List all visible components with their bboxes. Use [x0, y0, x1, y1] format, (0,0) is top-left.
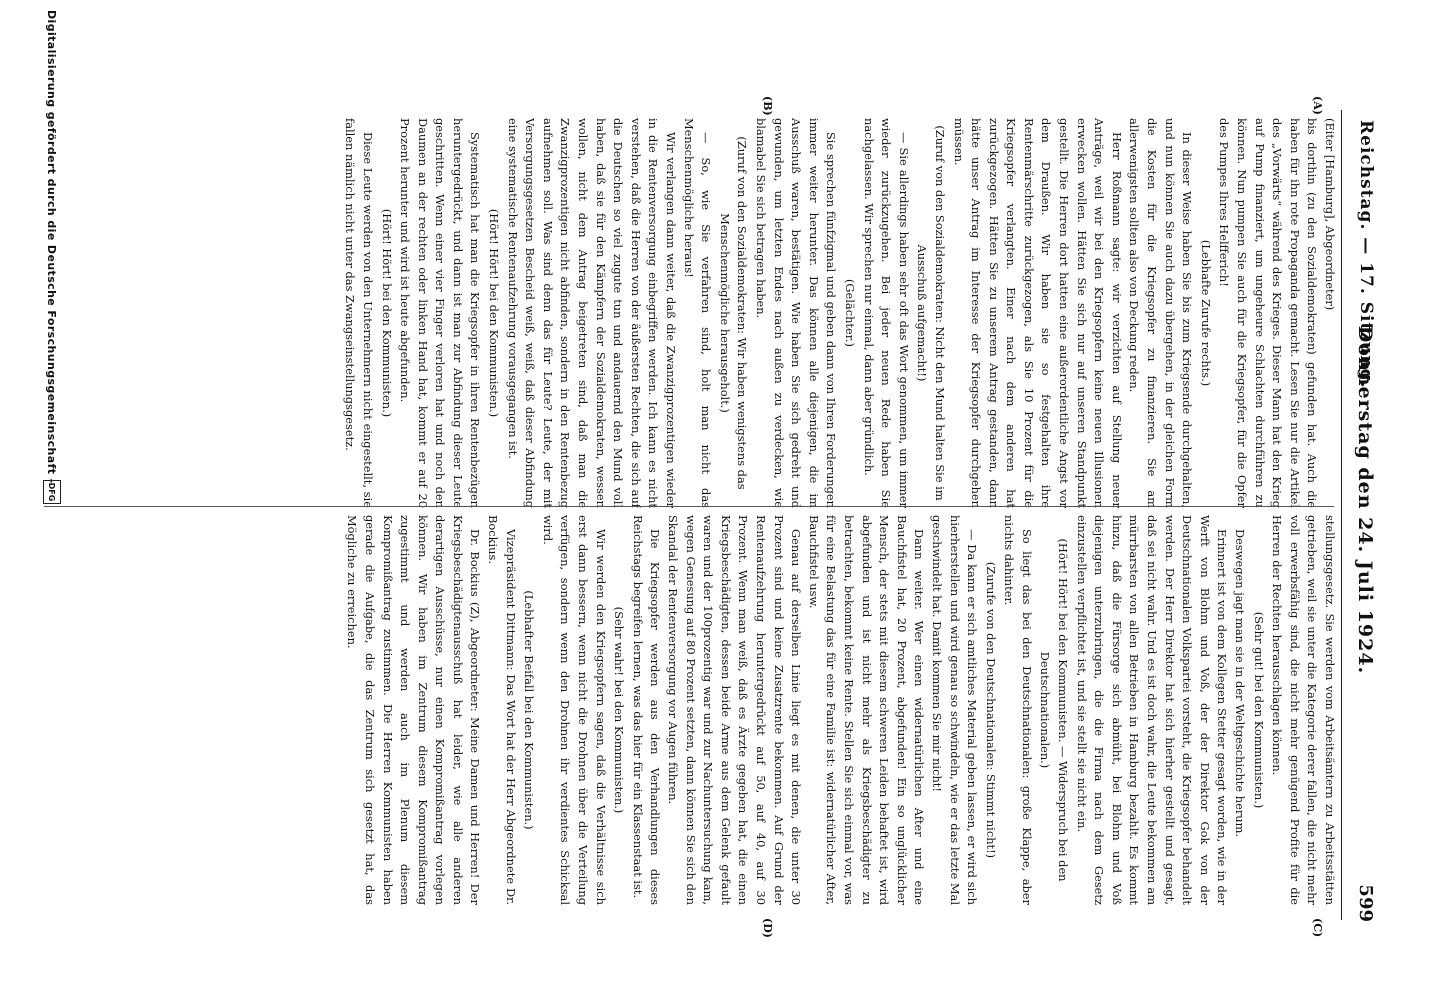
header-date: Donnerstag den 24. Juli 1924. [1354, 325, 1376, 675]
paragraph: — So, wie Sie verfahren sind, holt man nicht das Menschenmögliche heraus! [681, 118, 714, 508]
paragraph: Sie sprechen fünfzigmal und geben dann von Ihren Forderungen immer weiter herunter. Das können alle diejenigen, die im Ausschuß waren, bestätigen. Wie haben Sie sich gedreht und gewunden, um letzten Endes nach außen zu verdecken, wie blamabel Sie sich betragen haben. [754, 118, 839, 508]
interjection: (Zurufe von den Deutschnationalen: Stimmt nicht!) [983, 561, 998, 859]
margin-mark-d: (D) [761, 918, 774, 938]
margin-mark-a: (A) [1311, 96, 1324, 115]
digitization-footer [32, 0, 62, 1000]
paragraph: In dieser Weise haben Sie bis zum Kriegsende durchgehalten, und nun können Sie auch dazu übergehen, in der gleichen Form die Kosten für die Kriegsopfer zu finanzieren. Sie am allerwenigsten sollten also von Deckung reden. [1127, 118, 1195, 508]
margin-mark-c: (C) [1311, 918, 1324, 938]
interjection: (Zuruf von den Sozialdemokraten: Nicht den Mund halten Sie im Ausschuß aufgemacht!) [915, 125, 947, 501]
paragraph: — Da kann er sich amtliches Material geben lassen, er wird sich hierherstellen und wird genau so schwindeln, wie er das letzte Mal geschwindelt hat. Damit kommen Sie mir nicht! [929, 515, 980, 905]
paragraph: bis dorthin (zu den Sozialdemokraten) gefunden hat. Auch die haben für ihn rote Propaganda gemacht. Lesen Sie nur die Artikel des „Vorwärts“ während des Krieges. Dieser Mann hat den Krieg auf Pump finanziert, um ungeheure Schlachten durchführen zu können. Nun pumpen Sie auch für die Kriegsopfer, für die Opfer des Pumpes Ihres Helfferich! [1217, 118, 1320, 508]
paragraph: — Sie allerdings haben sehr oft das Wort genommen, um immer wieder zurückzugehen. Bei jeder neuen Rede haben Sie nachgelassen. Wir sprechen nur einmal, dann aber gründlich. [861, 118, 911, 508]
interjection: (Hört! Hört! bei den Kommunisten.) [487, 208, 502, 418]
interjection: (Sehr wahr! bei den Kommunisten.) [612, 606, 627, 814]
paragraph: Dr. Bockius (Z), Abgeordneter: Meine Damen und Herren! Der Kriegsbeschädigtenausschuß hat leider, wie alle anderen derartigen Ausschüsse, nur einen Kompromißantrag vorlegen können. Wir haben im Zentrum diesem Kompromißantrag zugestimmt und werden auch im Plenum diesem Kompromißantrag zustimmen. Die Herren Kommunisten haben gerade die Aufgabe, die das Zentrum sich gesetzt hat, das Mögliche zu erreichen. [345, 515, 483, 905]
interjection: (Gelächter.) [842, 278, 857, 347]
funding-notice: Digitalisierung gefördert durch die Deutsche Forschungsgemeinschaft - [45, 10, 58, 484]
paragraph: Dann weiter. Wer einen widernatürlichen After und eine Bauchfistel hat, 20 Prozent, abgefunden! Ein so unglücklicher Mensch, der stets mit diesem schweren Leiden behaftet ist, wird abgefunden und ist nicht mehr als Kriegsbeschädigter zu betrachten, bekommt keine Rente. Stellen Sie sich einmal vor, was für eine Belastung das für eine Familie ist: widernatürlicher After, Bauchfistel usw. [806, 515, 927, 905]
right-text-column [70, 515, 1338, 905]
interjection: (Sehr gut! bei den Kommunisten.) [1251, 611, 1266, 809]
paragraph: Herr Roßmann sagte: wir verzichten auf Stellung neuer Anträge, weil wir bei den Kriegsopfern keine neuen Illusionen erwecken wollen. Hätten Sie sich nur auf unseren Standpunkt gestellt. Die Herren dort hatten eine außerordentliche Angst vor dem Draußen. Wir haben sie so festgehalten ihre Rentenmärschritte zurückgezogen, als Sie 10 Prozent für die Kriegsopfer verlangten. Einer nach dem anderen hat zurückgezogen. Hätten Sie zu unserem Antrag gestanden, dann hätte unser Antrag im Interesse der Kriegsopfer durchgehen müssen. [951, 118, 1124, 508]
speaker-running-head: (Eiter [Hamburg], Abgeordneter) [1323, 118, 1337, 311]
dfg-logo: DFG [43, 480, 61, 504]
interjection: (Lebhafter Beifall bei den Kommunisten.) [522, 590, 537, 830]
paragraph: So liegt das bei den Deutschnationalen: große Klappe, aber nichts dahinter. [1002, 515, 1034, 905]
interjection: (Zuruf von den Sozialdemokraten: Wir haben wenigstens das Menschenmögliche herausgeholt.) [717, 136, 750, 490]
interjection: (Lebhafte Zurufe rechts.) [1198, 239, 1213, 387]
paragraph: Systematisch hat man die Kriegsopfer in ihren Rentenbezügen heruntergedrückt, und dann ist man zur Abfindung dieser Leute geschritten. Wenn einer vier Finger verloren hat und noch den Daumen an der rechten oder linken Hand hat, kommt er auf 20 Prozent herunter und wird ist heute abgefunden. [398, 118, 483, 508]
interjection: (Hört! Hört! bei den Kommunisten.) [379, 208, 394, 418]
paragraph: Genau auf derselben Linie liegt es mit denen, die unter 30 Prozent sind und keine Zusatzrente bekommen. Auf Grund der Rentenaufzehrung heruntergedrückt auf 50, auf 40, auf 30 Prozent. Wenn man weiß, daß es Ärzte gegeben hat, die einen Kriegsbeschädigten, dessen beide Arme aus dem Gelenk gefault waren und der 100prozentig war und zur Nachuntersuchung kam, wegen Genesung auf 80 Prozent setzten, dann können Sie sich den Skandal der Rentenversorgung vor Augen führen. [666, 515, 804, 905]
paragraph: Diese Leute werden von den Unternehmern nicht eingestellt, sie fallen nämlich nicht unter das Zwangseinstellungsgesetz. [343, 118, 375, 508]
paragraph: stellungsgesetz. Sie werden vom Arbeitsämtern zu Arbeitsstätten getrieben, weil sie unter die Kategorie derer fallen, die nicht mehr voll erwerbsfähig sind, die nicht mehr genügend Profite für die Herren der Rechten herausschlagen können. [1270, 515, 1337, 905]
paragraph: Wir werden den Kriegsopfern sagen, daß die Verhältnisse sich erst dann bessern, wenn nicht die Drohnen über die Verteilung verfügen, sondern wenn den Drohnen ihr verdientes Schicksal wird. [540, 515, 608, 905]
column-separator [44, 506, 1334, 507]
running-header [1336, 0, 1376, 1000]
page-number: 599 [1355, 884, 1376, 922]
paragraph: Erinnert ist von dem Kollegen Stetter gesagt worden, wie in der Werft von Blohm und Voß, der der Direktor Gok von der Deutschnationalen Volkspartei vorsteht, die Kriegsopfer behandelt werden. Der Herr Direktor hat sich hierher gestellt und gesagt, daß sei nicht wahr. Und es ist doch wahr, die Leute bekommen am mürrbarsten von allen Betrieben in Hamburg bezahlt. Es kommt hinzu, daß die Fürsorge sich abmüht, bei Blohm und Voß diejenigen unterzubringen, die die Firma nach dem Gesetz einzustellen verpflichtet ist, und sie stellt sie nicht ein. [1074, 515, 1230, 905]
header-rule [1341, 110, 1342, 920]
interjection: (Hört! Hört! bei den Kommunisten. — Widerspruch bei den Deutschnationalen.) [1038, 538, 1071, 882]
margin-mark-b: (B) [761, 96, 774, 116]
paragraph: Die Kriegsopfer werden aus den Verhandlungen dieses Reichstags begreifen lernen, was das hier für ein Klassenstaat ist. [630, 515, 663, 905]
paragraph: Deswegen jagt man sie in der Weltgeschichte herum. [1233, 529, 1248, 838]
left-text-column [70, 118, 1338, 508]
paragraph: Vizepräsident Dittmann: Das Wort hat der Herr Abgeordnete Dr. Bockius. [486, 515, 518, 905]
header-session: Reichstag. — 17. Sitzung. [1356, 120, 1376, 389]
paragraph: Wir verlangen dann weiter, daß die Zwanzigprozentigen wieder in die Rentenversorgung einbegriffen werden. Ich kann es nicht verstehen, daß die Herren von der äußersten Rechten, die sich auf die Deutschen so viel zugute tun und andauernd den Mund voll haben, daß sie für den Kämpfern der Sozialdemokraten, wessen wollen, nicht dem Antrag beigetreten sind, daß man die Zwanzigprozentigen nicht abfinden, sondern in den Rentenbezug aufnehmen soll. Was sind denn das für Leute? Leute, der mit Versorgungsgesetzen Bescheid weiß, weiß, daß dieser Abfindung eine systematische Rentenaufzehrung vorausgegangen ist. [505, 118, 679, 508]
